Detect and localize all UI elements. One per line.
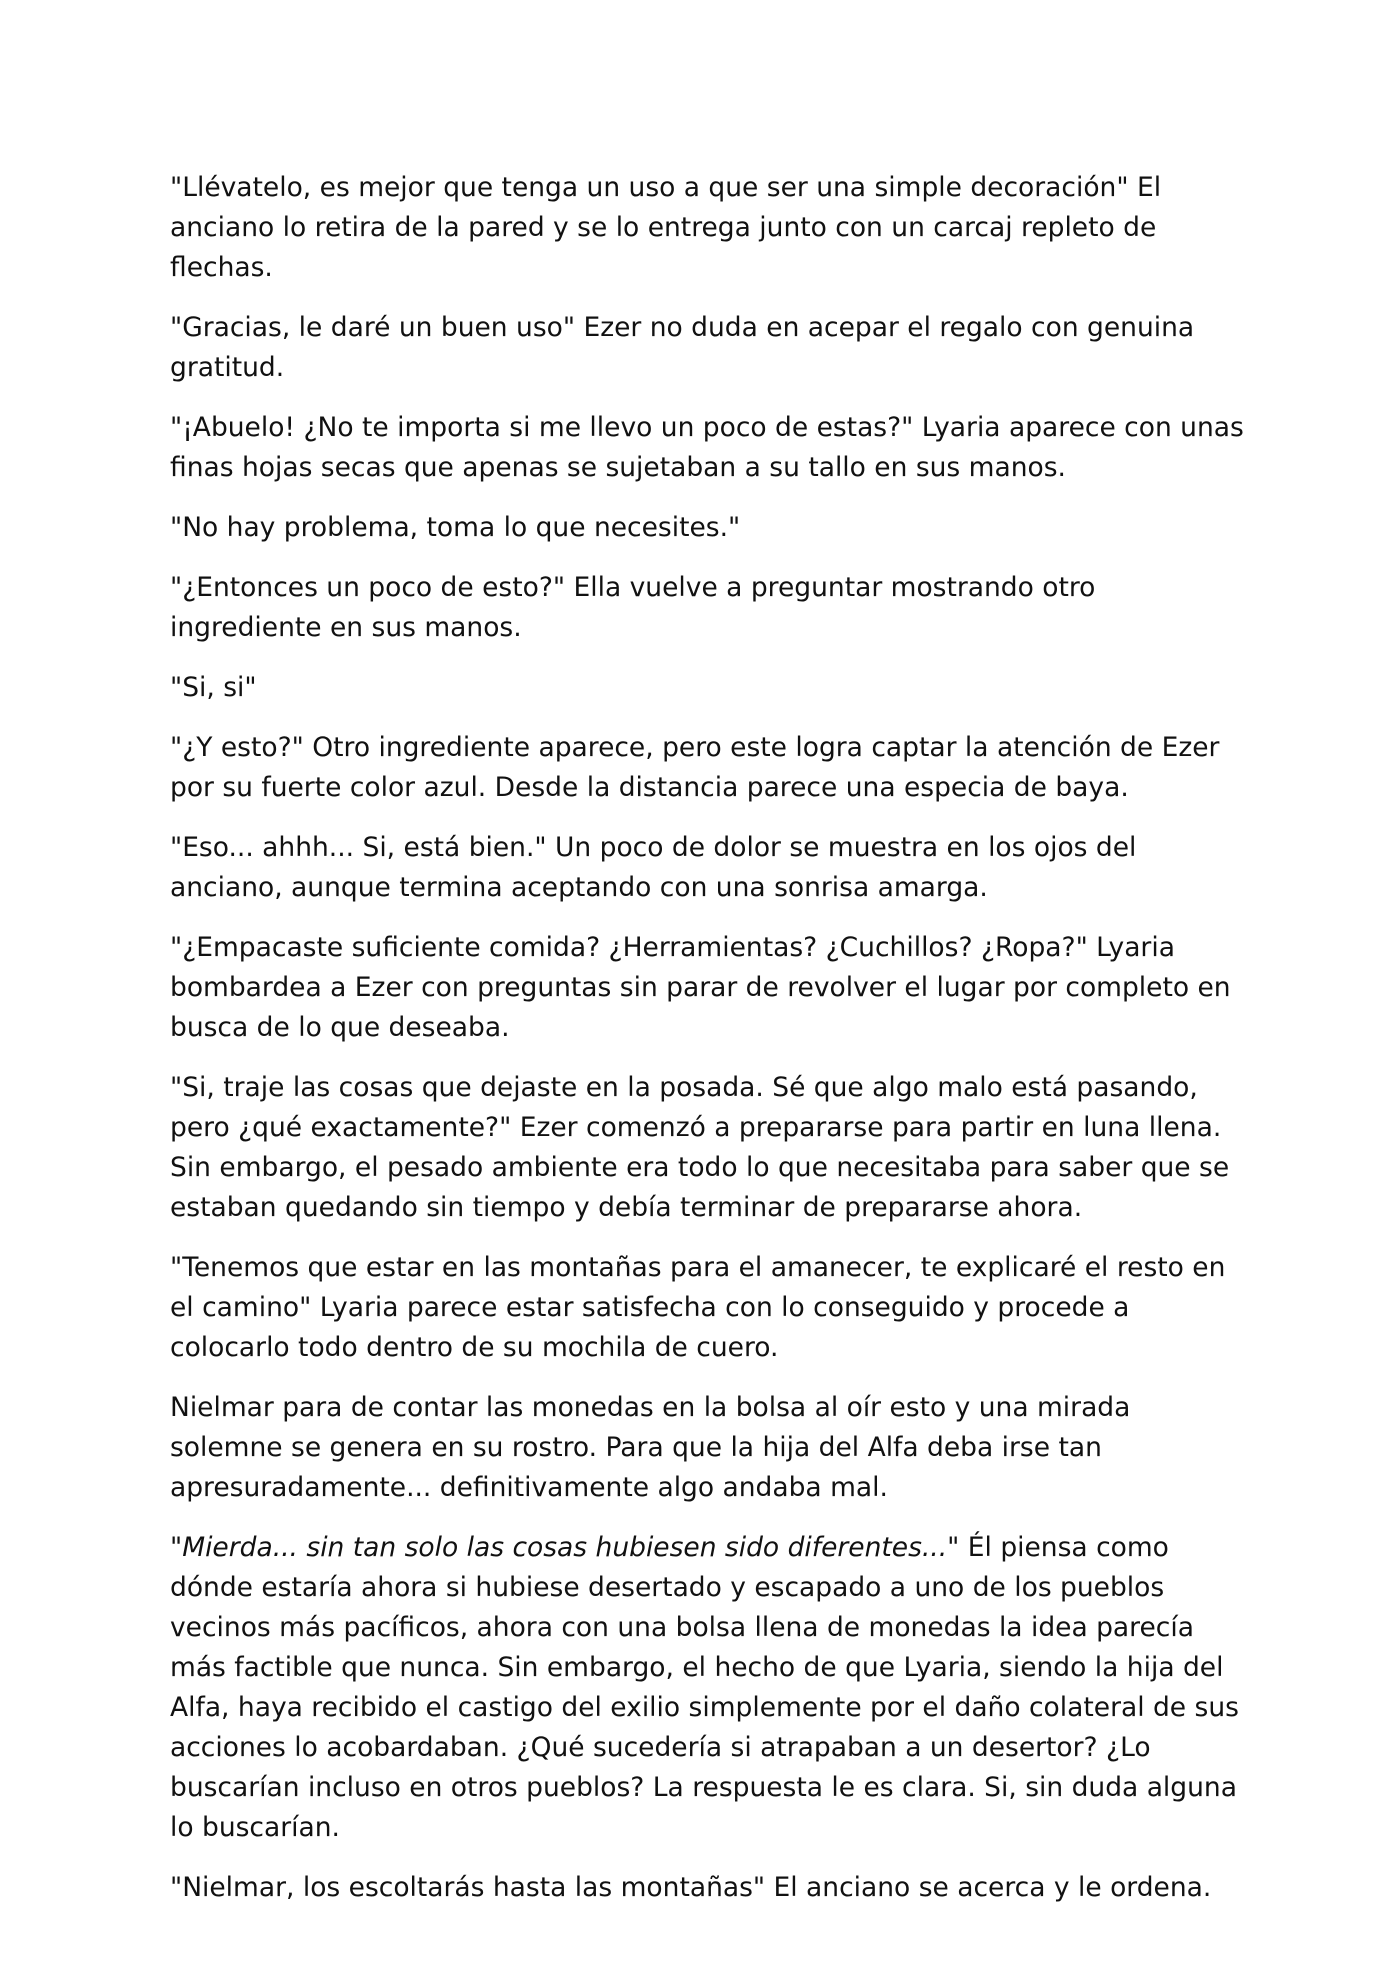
paragraph: Nielmar para de contar las monedas en la bolsa al oír esto y una mirada solemne se genera en su rostro. Para que la hija del Alfa deba irse tan apresuradamente... definitivamente algo andaba mal. [170,1392,1131,1503]
paragraph: "Eso... ahhh... Si, está bien." Un poco de dolor se muestra en los ojos del anciano, aunque termina aceptando con una sonrisa amarga. [170,832,1137,903]
paragraph-rest: Él piensa como dónde estaría ahora si hubiese desertado y escapado a uno de los pueblos vecinos más pacíficos, ahora con una bolsa llena de monedas la idea parecía más factible que nunca. Sin embargo, el hecho de que Lyaria, siendo la hija del Alfa, haya recibido el castigo del exilio simplemente por el daño colateral de sus acciones lo acobardaban. ¿Qué sucedería si atrapaban a un desertor? ¿Lo buscarían incluso en otros pueblos? La respuesta le es clara. Si, sin duda alguna lo buscarían. [170,1532,1239,1843]
italic-thought: Mierda... sin tan solo las cosas hubiesen sido diferentes... [182,1532,948,1563]
paragraph: "Si, traje las cosas que dejaste en la posada. Sé que algo malo está pasando, pero ¿qué exactamente?" Ezer comenzó a prepararse para partir en luna llena. Sin embargo, el pesado ambiente era todo lo que necesitaba para saber que se estaban quedando sin tiempo y debía terminar de prepararse ahora. [170,1072,1230,1223]
paragraph: "¿Entonces un poco de esto?" Ella vuelve a preguntar mostrando otro ingrediente en sus manos. [170,572,1096,643]
paragraph: "No hay problema, toma lo que necesites." [170,512,741,543]
paragraph: "¡Abuelo! ¿No te importa si me llevo un poco de estas?" Lyaria aparece con unas finas hojas secas que apenas se sujetaban a su tallo en sus manos. [170,412,1244,483]
open-quote: " [170,1532,183,1563]
close-quote: " [947,1532,960,1563]
paragraph: "Tenemos que estar en las montañas para el amanecer, te explicaré el resto en el camino" Lyaria parece estar satisfecha con lo conseguido y procede a colocarlo todo dentro de su mochila de cuero. [170,1252,1226,1363]
paragraph: "¿Empacaste suficiente comida? ¿Herramientas? ¿Cuchillos? ¿Ropa?" Lyaria bombardea a Ezer con preguntas sin parar de revolver el lugar por completo en busca de lo que deseaba. [170,932,1231,1043]
paragraph: "Gracias, le daré un buen uso" Ezer no duda en acepar el regalo con genuina gratitud. [170,312,1195,383]
paragraph: "Si, si" [170,672,257,703]
paragraph: "Llévatelo, es mejor que tenga un uso a que ser una simple decoración" El anciano lo retira de la pared y se lo entrega junto con un carcaj repleto de flechas. [170,172,1162,283]
paragraph: "¿Y esto?" Otro ingrediente aparece, pero este logra captar la atención de Ezer por su fuerte color azul. Desde la distancia parece una especia de baya. [170,732,1220,803]
final-paragraph: "Nielmar, los escoltarás hasta las montañas" El anciano se acerca y le ordena. [170,1872,1212,1903]
italic-paragraph [170,1528,1250,1848]
document-body [170,168,1250,1928]
